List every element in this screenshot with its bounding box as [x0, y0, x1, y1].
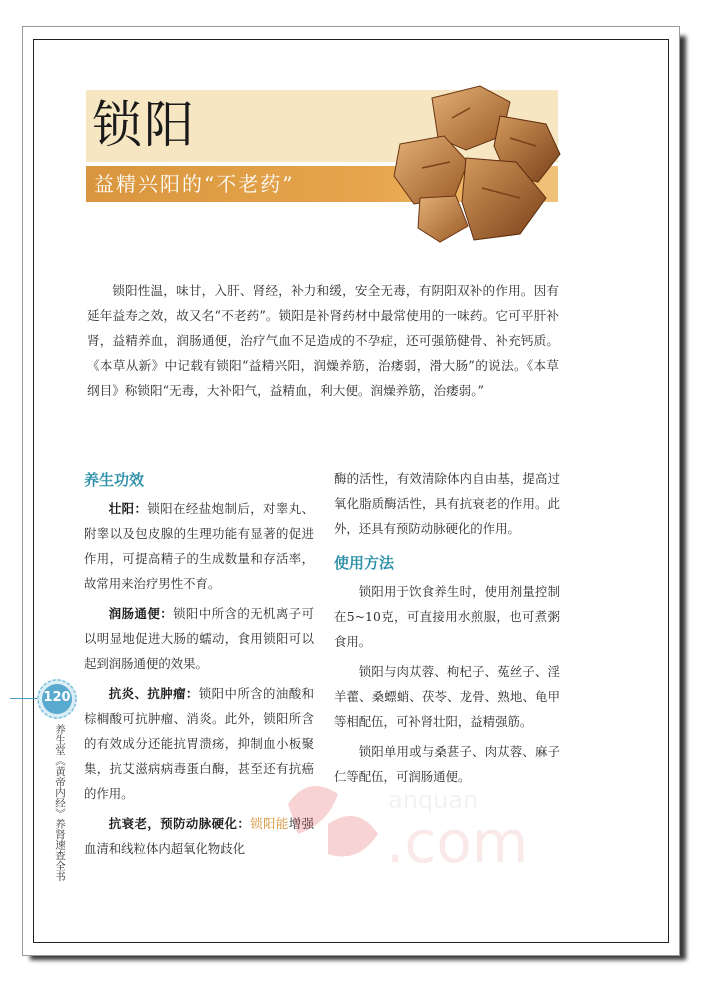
page-subtitle: 益精兴阳的“不老药”: [94, 172, 295, 196]
right-column: [334, 466, 560, 789]
svg-text:anquan: anquan: [388, 786, 479, 814]
page-number: 120: [43, 690, 71, 705]
effect-paragraph: 润肠通便：锁阳中所含的无机离子可以明显地促进大肠的蠕动，食用锁阳可以起到润肠通便的效果。: [84, 606, 315, 671]
usage-heading: 使用方法: [334, 554, 395, 572]
side-rule: [10, 698, 38, 699]
svg-text:.com: .com: [386, 808, 529, 876]
usage-paragraph: 锁阳单用或与桑葚子、肉苁蓉、麻子仁等配伍，可润肠通便。: [334, 744, 560, 784]
page-title: 锁阳: [92, 96, 196, 154]
effect-paragraph: 壮阳：锁阳在经盐炮制后，对睾丸、附睾以及包皮腺的生理功能有显著的促进作用，可提高精子的生成数量和存活率，故常用来治疗男性不育。: [84, 501, 314, 591]
book-title-vertical: 养生堂《黄帝内经》养肾速查全书: [54, 724, 66, 882]
effects-heading: 养生功效: [84, 471, 145, 489]
usage-paragraph: 锁阳用于饮食养生时，使用剂量控制在5~10克，可直接用水煎服，也可煮粥食用。: [334, 584, 560, 649]
left-column: [84, 468, 314, 861]
effect-paragraph-continued: 酶的活性，有效清除体内自由基，提高过氧化脂质酶活性，具有抗衰老的作用。此外，还具有预防动脉硬化的作用。: [334, 471, 560, 536]
effect-paragraph: 抗炎、抗肿瘤：锁阳中所含的油酸和棕榈酸可抗肿瘤、消炎。此外，锁阳所含的有效成分还能抗胃溃疡，抑制血小板聚集，抗艾滋病病毒蛋白酶，甚至还有抗癌的作用。: [84, 686, 315, 801]
intro-paragraph: 锁阳性温，味甘，入肝、肾经，补力和缓，安全无毒，有阴阳双补的作用。因有延年益寿之效，故又名“不老药”。锁阳是补肾药材中最常使用的一味药。它可平肝补肾，益精养血，润肠通便，治疗气血不足造成的不孕症，还可强筋健骨、补充钙质。《本草从新》中记载有锁阳“益精兴阳，润燥养筋，治痿弱，滑大肠”的说法。《本草纲目》称锁阳“无毒，大补阳气，益精血，利大便。润燥养筋，治痿弱。”: [87, 283, 559, 398]
effect-paragraph: 抗衰老，预防动脉硬化：锁阳能增强血清和线粒体内超氧化物歧化: [84, 816, 315, 856]
usage-paragraph: 锁阳与肉苁蓉、枸杞子、菟丝子、淫羊藿、桑螵蛸、茯苓、龙骨、熟地、龟甲等相配伍，可补肾壮阳，益精强筋。: [334, 664, 560, 729]
herb-photo: [370, 58, 570, 248]
